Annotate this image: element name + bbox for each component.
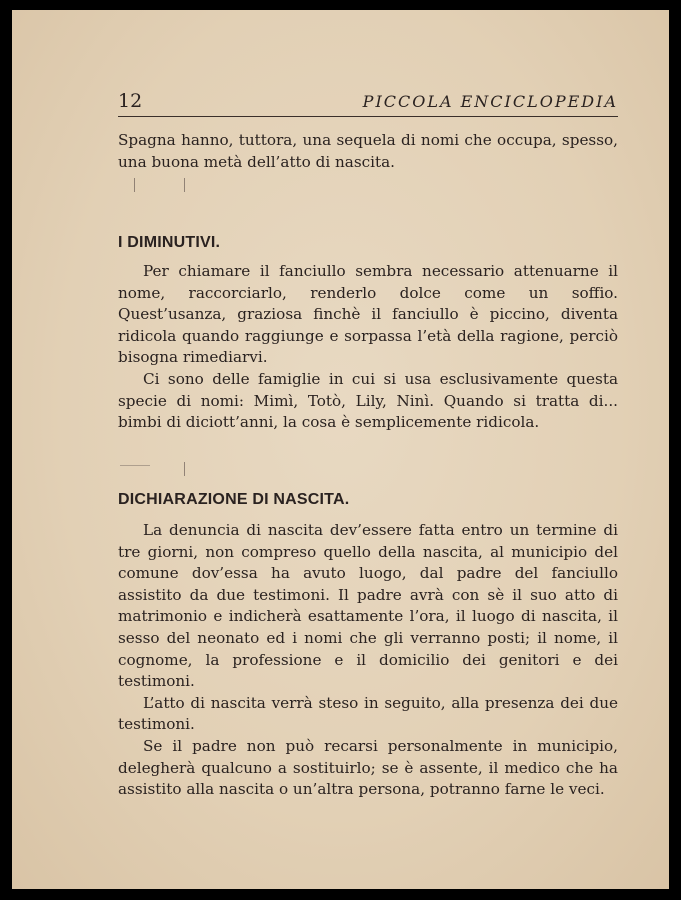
opening-text [118, 130, 618, 173]
print-mark [120, 465, 150, 466]
print-mark [134, 178, 135, 192]
print-mark [184, 462, 185, 476]
running-title: PICCOLA ENCICLOPEDIA [362, 92, 618, 111]
page-header [118, 86, 618, 117]
section-heading-dichiarazione: DICHIARAZIONE DI NASCITA. [118, 491, 350, 508]
paragraph: La denuncia di nascita dev’essere fatta entro un termine di tre giorni, non compreso quello della nascita, al municipio del comune dov’essa ha avuto luogo, dal padre del fanciullo assistito da due testimoni. Il padre avrà con sè il suo atto di matrimonio e indicherà esattamente l’ora, il luogo di nascita, il sesso del neonato ed i nomi che gli verranno posti; il nome, il cognome, la professione e il domicilio dei genitori e dei testimoni. [118, 521, 618, 691]
section-dichiarazione-body [118, 520, 618, 801]
paragraph: Per chiamare il fanciullo sembra necessario attenuarne il nome, raccorciarlo, renderlo dolce come un soffio. Quest’usanza, graziosa finchè il fanciullo è piccino, diventa ridicola quando raggiunge e sorpassa l’età della ragione, perciò bisogna rimediarvi. [118, 262, 618, 367]
print-mark [184, 178, 185, 192]
paragraph: Ci sono delle famiglie in cui si usa esclusivamente questa specie di nomi: Mimì, Totò, Lily, Ninì. Quando si tratta di... bimbi di diciott’anni, la cosa è semplicemente ridicola. [118, 369, 618, 432]
opening-paragraph: Spagna hanno, tuttora, una sequela di nomi che occupa, spesso, una buona metà dell’atto di nascita. [118, 131, 618, 171]
section-diminutivi-body [118, 261, 618, 434]
paragraph: L’atto di nascita verrà steso in seguito, alla presenza dei due testimoni. [118, 693, 618, 734]
paragraph: Se il padre non può recarsi personalmente in municipio, delegherà qualcuno a sostituirlo; se è assente, il medico che ha assistito alla nascita o un’altra persona, potranno farne le veci. [118, 736, 618, 799]
book-page [12, 10, 669, 889]
section-heading-diminutivi: I DIMINUTIVI. [118, 234, 221, 251]
page-number: 12 [118, 90, 143, 112]
